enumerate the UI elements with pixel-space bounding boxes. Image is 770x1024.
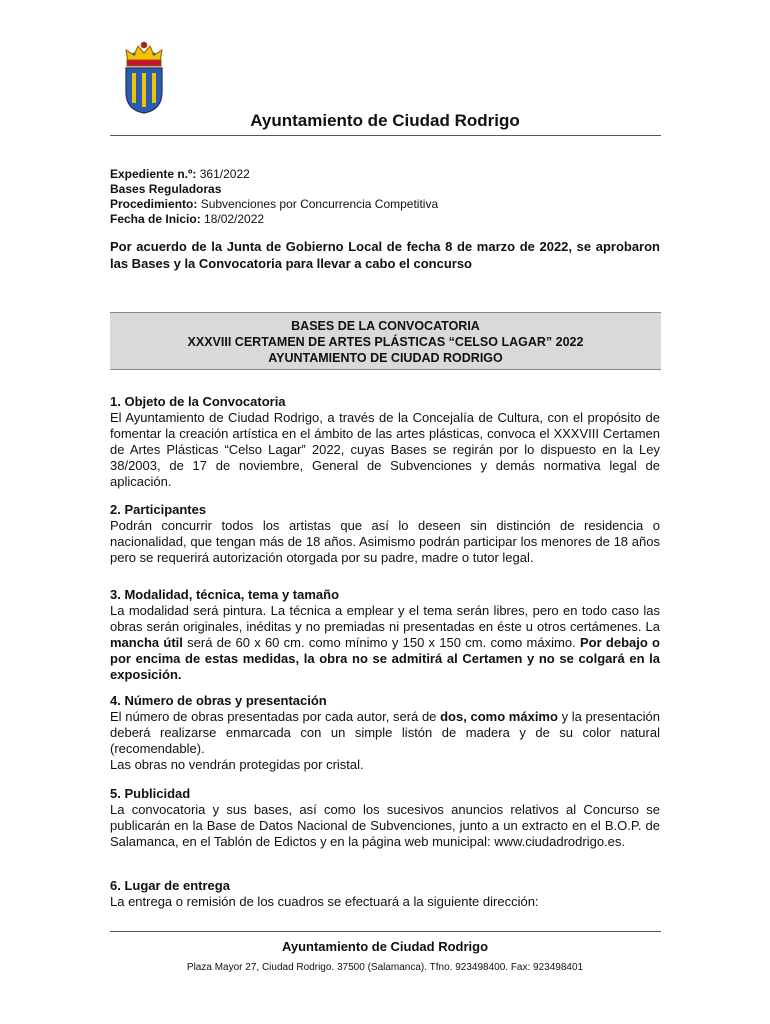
banner-line-1: BASES DE LA CONVOCATORIA <box>291 319 480 333</box>
bases-row: Bases Reguladoras <box>110 182 222 196</box>
section-body: El Ayuntamiento de Ciudad Rodrigo, a través de la Concejalía de Cultura, con el propósito de fomentar la creación artística en el ámbito de las artes plásticas, convoca el XXXVIII Certamen de Artes Plásticas “Celso Lagar” 2022, cuyas Bases se regirán por lo dispuesto en la Ley 38/2003, de 17 de noviembre, General de Subvenciones y demás normativa legal de aplicación. <box>110 409 660 489</box>
section-body: La entrega o remisión de los cuadros se efectuará a la siguiente dirección: <box>110 893 539 909</box>
section-body: La modalidad será pintura. La técnica a emplear y el tema serán libres, pero en todo caso las obras serán originales, inéditas y no premiadas ni presentadas en éste u otros certámenes. La mancha útil será de 60 x 60 cm. como mínimo y 150 x 150 cm. como máximo. Por debajo o por encima de estas medidas, la obra no se admitirá al Certamen y no se colgará en la exposición. <box>110 602 660 682</box>
expediente-row: Expediente n.º: 361/2022 <box>110 167 250 181</box>
coat-of-arms-icon <box>120 40 168 114</box>
footer-divider <box>110 931 661 932</box>
section-objeto <box>110 394 660 489</box>
agreement-statement: Por acuerdo de la Junta de Gobierno Local de fecha 8 de marzo de 2022, se aprobaron las Bases y la Convocatoria para llevar a cabo el concurso <box>110 239 660 271</box>
section-body: El número de obras presentadas por cada autor, será de dos, como máximo y la presentación deberá realizarse enmarcada con un simple listón de madera y de su color natural (recomendable). <box>110 708 660 756</box>
section-title: 2. Participantes <box>110 502 207 517</box>
section-title: 5. Publicidad <box>110 786 191 801</box>
fecha-row: Fecha de Inicio: 18/02/2022 <box>110 212 265 226</box>
section-modalidad <box>110 587 660 682</box>
page-title: Ayuntamiento de Ciudad Rodrigo <box>250 111 520 130</box>
footer-address: Plaza Mayor 27, Ciudad Rodrigo. 37500 (Salamanca). Tfno. 923498400. Fax: 923498401 <box>186 962 584 973</box>
section-publicidad <box>110 786 660 850</box>
header-divider <box>110 135 661 136</box>
section-numero-obras <box>110 693 660 773</box>
section-title: 4. Número de obras y presentación <box>110 693 327 708</box>
footer-title: Ayuntamiento de Ciudad Rodrigo <box>281 939 489 954</box>
section-body: Podrán concurrir todos los artistas que así lo deseen sin distinción de residencia o nacionalidad, que tengan más de 18 años. Asimismo podrán participar los menores de 18 años pero se requerirá autorización otorgada por su padre, madre o tutor legal. <box>110 517 660 565</box>
procedimiento-row: Procedimiento: Subvenciones por Concurrencia Competitiva <box>110 197 439 211</box>
convocatoria-banner <box>110 312 661 370</box>
section-body: La convocatoria y sus bases, así como los sucesivos anuncios relativos al Concurso se publicarán en la Base de Datos Nacional de Subvenciones, junto a un extracto en el B.O.P. de Salamanca, en el Tablón de Edictos y en la página web municipal: www.ciudadrodrigo.es. <box>110 801 660 849</box>
section-title: 6. Lugar de entrega <box>110 878 230 893</box>
section-note: Las obras no vendrán protegidas por cristal. <box>110 756 364 772</box>
section-title: 3. Modalidad, técnica, tema y tamaño <box>110 587 340 602</box>
banner-line-2: XXXVIII CERTAMEN DE ARTES PLÁSTICAS “CELSO LAGAR” 2022 <box>187 335 584 349</box>
section-title: 1. Objeto de la Convocatoria <box>110 394 286 409</box>
section-lugar-entrega <box>110 878 660 910</box>
file-metadata <box>110 167 438 227</box>
section-participantes <box>110 502 660 566</box>
banner-line-3: AYUNTAMIENTO DE CIUDAD RODRIGO <box>268 351 503 365</box>
